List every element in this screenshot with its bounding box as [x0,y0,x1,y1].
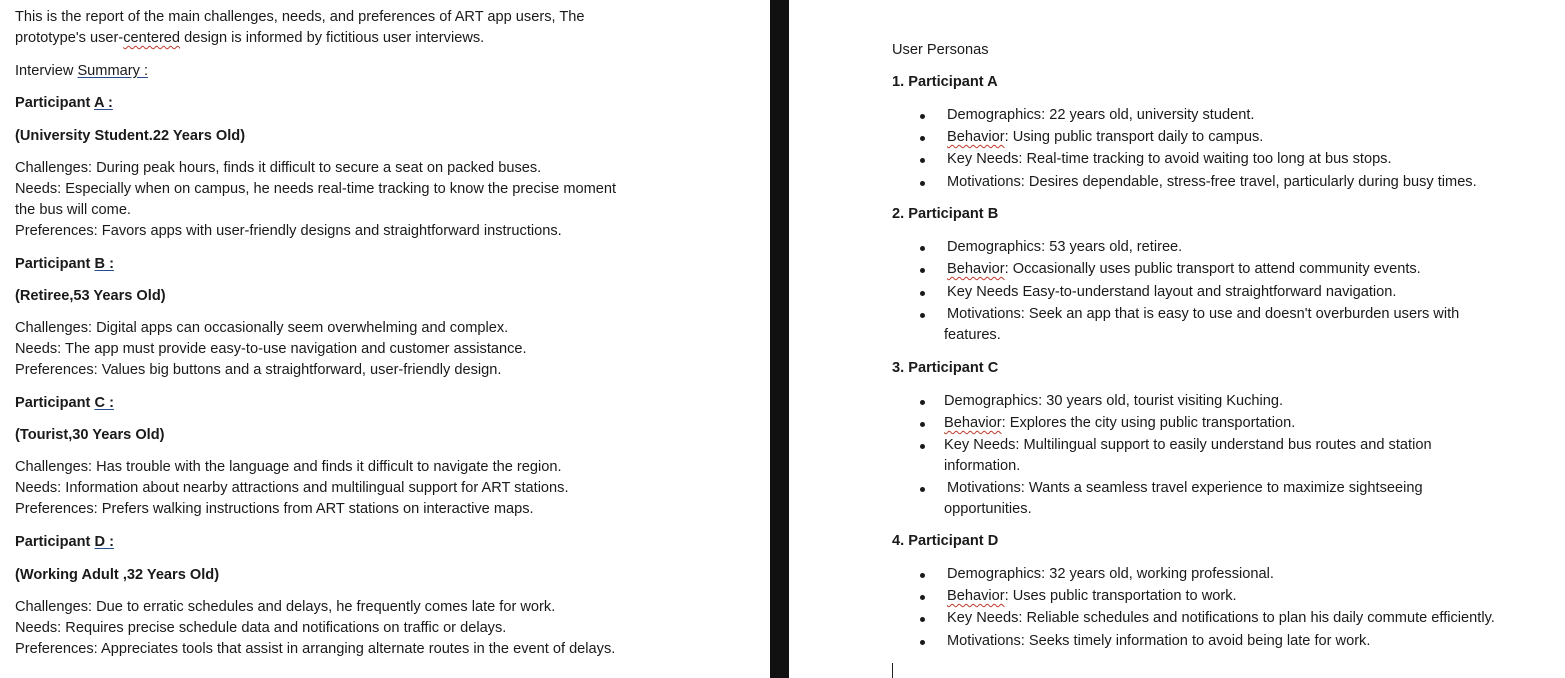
persona-1-behavior: Behavior: Using public transport daily to campus. [947,129,1264,145]
bullet-icon [920,268,925,273]
bullet-icon [920,313,925,318]
bullet-icon [920,400,925,405]
participant-b-descriptor: (Retiree,53 Years Old) [15,288,166,304]
persona-3-demographics: Demographics: 30 years old, tourist visiting Kuching. [944,393,1284,409]
right-document-page[interactable] [789,0,1565,678]
bullet-icon [920,573,925,578]
persona-3-behavior: Behavior: Explores the city using public transportation. [944,415,1296,431]
left-document-page[interactable] [0,0,770,678]
intro-line-2: prototype's user-centered design is informed by fictitious user interviews. [15,30,485,46]
participant-b-challenges: Challenges: Digital apps can occasionally seem overwhelming and complex. [15,320,509,336]
participant-a-needs: Needs: Especially when on campus, he needs real-time tracking to know the precise moment [15,181,617,197]
page-divider [770,0,789,678]
persona-3-key-needs-cont: information. [944,458,1021,474]
participant-a-needs-cont: the bus will come. [15,202,131,218]
spelling-flag[interactable]: centered [123,30,181,46]
persona-2-behavior: Behavior: Occasionally uses public transport to attend community events. [947,261,1421,277]
persona-2-key-needs: Key Needs Easy-to-understand layout and straightforward navigation. [947,284,1397,300]
spelling-flag[interactable]: Behavior [947,129,1005,145]
participant-c-descriptor: (Tourist,30 Years Old) [15,427,165,443]
user-personas-title: User Personas [892,42,989,58]
spelling-flag[interactable]: Behavior [947,261,1005,277]
participant-d-descriptor: (Working Adult ,32 Years Old) [15,567,220,583]
interview-summary-heading: Interview Summary : [15,63,148,79]
persona-1-key-needs: Key Needs: Real-time tracking to avoid waiting too long at bus stops. [947,151,1392,167]
bullet-icon [920,487,925,492]
participant-c-needs: Needs: Information about nearby attractions and multilingual support for ART stations. [15,480,569,496]
bullet-icon [920,246,925,251]
bullet-icon [920,181,925,186]
persona-3-key-needs: Key Needs: Multilingual support to easily understand bus routes and station [944,437,1432,453]
participant-d-needs: Needs: Requires precise schedule data and notifications on traffic or delays. [15,620,507,636]
persona-4-key-needs: Key Needs: Reliable schedules and notifications to plan his daily commute efficiently. [947,610,1495,626]
bullet-icon [920,422,925,427]
persona-4-heading: 4. Participant D [892,533,999,549]
participant-d-challenges: Challenges: Due to erratic schedules and delays, he frequently comes late for work. [15,599,556,615]
participant-a-heading: Participant A : [15,95,113,111]
participant-b-preferences: Preferences: Values big buttons and a straightforward, user-friendly design. [15,362,502,378]
persona-4-behavior: Behavior: Uses public transportation to work. [947,588,1237,604]
participant-c-challenges: Challenges: Has trouble with the language and finds it difficult to navigate the region. [15,459,562,475]
participant-a-challenges: Challenges: During peak hours, finds it difficult to secure a seat on packed buses. [15,160,542,176]
persona-2-heading: 2. Participant B [892,206,999,222]
persona-2-motivations: Motivations: Seek an app that is easy to use and doesn't overburden users with [947,306,1460,322]
persona-1-demographics: Demographics: 22 years old, university student. [947,107,1255,123]
participant-d-heading: Participant D : [15,534,114,550]
persona-1-heading: 1. Participant A [892,74,998,90]
spelling-flag[interactable]: Behavior [944,415,1002,431]
participant-c-heading: Participant C : [15,395,114,411]
bullet-icon [920,136,925,141]
bullet-icon [920,114,925,119]
participant-b-needs: Needs: The app must provide easy-to-use navigation and customer assistance. [15,341,527,357]
persona-4-demographics: Demographics: 32 years old, working professional. [947,566,1274,582]
bullet-icon [920,158,925,163]
participant-a-descriptor: (University Student.22 Years Old) [15,128,246,144]
bullet-icon [920,291,925,296]
bullet-icon [920,595,925,600]
bullet-icon [920,444,925,449]
persona-2-demographics: Demographics: 53 years old, retiree. [947,239,1183,255]
persona-4-motivations: Motivations: Seeks timely information to avoid being late for work. [947,633,1371,649]
intro-line-1: This is the report of the main challenges, needs, and preferences of ART app users, The [15,9,585,25]
persona-1-motivations: Motivations: Desires dependable, stress-free travel, particularly during busy times. [947,174,1477,190]
persona-3-motivations: Motivations: Wants a seamless travel experience to maximize sightseeing [947,480,1423,496]
persona-2-motivations-cont: features. [944,327,1001,343]
bullet-icon [920,640,925,645]
participant-d-preferences: Preferences: Appreciates tools that assist in arranging alternate routes in the event of delays. [15,641,616,657]
bullet-icon [920,617,925,622]
persona-3-motivations-cont: opportunities. [944,501,1032,517]
text-cursor[interactable] [892,663,893,678]
persona-3-heading: 3. Participant C [892,360,999,376]
participant-a-preferences: Preferences: Favors apps with user-friendly designs and straightforward instructions. [15,223,562,239]
participant-b-heading: Participant B : [15,256,114,272]
spelling-flag[interactable]: Behavior [947,588,1005,604]
participant-c-preferences: Preferences: Prefers walking instructions from ART stations on interactive maps. [15,501,534,517]
